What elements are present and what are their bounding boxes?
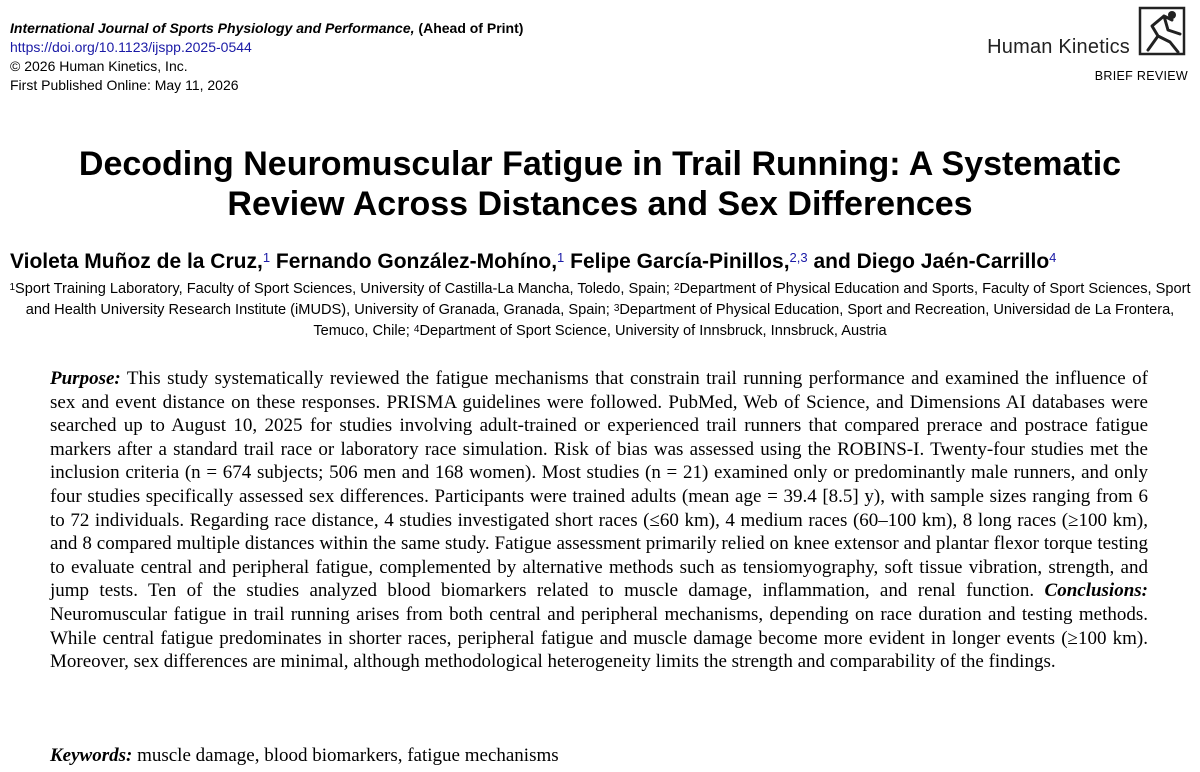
doi-link[interactable]: https://doi.org/10.1123/ijspp.2025-0544 bbox=[10, 39, 252, 55]
author-affil-ref[interactable]: 1 bbox=[262, 250, 271, 265]
author-name: Fernando González-Mohíno, bbox=[275, 250, 558, 273]
publisher-name: Human Kinetics bbox=[987, 36, 1130, 58]
affiliation-text: Department of Sport Science, University of Innsbruck, Innsbruck, Austria bbox=[419, 323, 887, 339]
author-name: Violeta Muñoz de la Cruz, bbox=[10, 250, 263, 273]
article-title bbox=[0, 144, 1200, 224]
conclusions-label: Conclusions: bbox=[1044, 580, 1148, 602]
title-line-2: Review Across Distances and Sex Differences bbox=[227, 185, 973, 223]
human-kinetics-logo-icon bbox=[1138, 6, 1188, 62]
conclusions-text: Neuromuscular fatigue in trail running arises from both central and peripheral mechanisms, depending on race duration and testing methods. While central fatigue predominates in shorter races, peripheral fatigue and muscle damage become more evident in longer events (≥100 km). Moreover, sex differences are minimal, although methodological heterogeneity limits the strength and comparability of the findings. bbox=[50, 603, 1148, 673]
affiliation-text: Department of Physical Education and Sports, Faculty of Sport Sciences, Sport and Health University Research Institute (iMUDS), University of Granada, Granada, Spain; bbox=[25, 281, 1191, 318]
title-line-1: Decoding Neuromuscular Fatigue in Trail Running: A Systematic bbox=[78, 145, 1122, 183]
author-name: and Diego Jaén-Carrillo bbox=[813, 250, 1050, 273]
affil-number: 3 bbox=[613, 303, 620, 314]
author-name: Felipe García-Pinillos, bbox=[570, 250, 790, 273]
article-metadata bbox=[10, 19, 523, 95]
journal-name: International Journal of Sports Physiology and Performance, bbox=[10, 20, 415, 36]
author-list bbox=[10, 249, 1195, 275]
purpose-text: This study systematically reviewed the fatigue mechanisms that constrain trail running performance and examined the influence of sex and event distance on these responses. PRISMA guidelines were followed. PubMed, Web of Science, and Dimensions AI databases were searched up to August 10, 2025 for studies involving adult-trained or experienced trail runners that compared prerace and postrace fatigue markers after a standard trail race or laboratory race simulation. Risk of bias was assessed using the ROBINS-I. Twenty-four studies met the inclusion criteria (n = 674 subjects; 506 men and 168 women). Most studies (n = 21) examined only or predominantly male runners, and only four studies specifically assessed sex differences. Participants were trained adults (mean age = 39.4 [8.5] y), with sample sizes ranging from 6 to 72 individuals. Regarding race distance, 4 studies investigated short races (≤60 km), 4 medium races (60–100 km), 8 long races (≥100 km), and 8 compared multiple distances within the same study. Fatigue assessment primarily relied on knee extensor and plantar flexor torque testing to evaluate central and peripheral fatigue, complemented by alternative methods such as tensiomyography, soft tissue vibration, strength, and jump tests. Ten of the studies analyzed blood biomarkers related to muscle damage, inflammation, and renal function. bbox=[50, 368, 1148, 602]
affil-number: 1 bbox=[9, 282, 15, 293]
purpose-label: Purpose: bbox=[50, 368, 121, 389]
affiliation-text: Sport Training Laboratory, Faculty of Sport Sciences, University of Castilla-La Mancha, Toledo, Spain; bbox=[15, 281, 674, 297]
author-affil-ref[interactable]: 2,3 bbox=[789, 250, 808, 265]
affil-number: 2 bbox=[673, 282, 680, 293]
article-type-label: BRIEF REVIEW bbox=[1094, 69, 1188, 83]
affiliation-text: Department of Physical Education, Sport and Recreation, Universidad de La Frontera, Temuco, Chile; bbox=[313, 302, 1175, 339]
keywords bbox=[50, 744, 559, 767]
affil-number: 4 bbox=[413, 324, 420, 335]
abstract bbox=[50, 367, 1148, 674]
author-affil-ref[interactable]: 4 bbox=[1049, 250, 1057, 265]
author-affil-ref[interactable]: 1 bbox=[557, 250, 565, 265]
keywords-label: Keywords: bbox=[50, 745, 133, 766]
affiliations bbox=[0, 279, 1200, 342]
publisher-brand bbox=[968, 6, 1188, 86]
journal-status: (Ahead of Print) bbox=[418, 20, 524, 36]
published-date: First Published Online: May 11, 2026 bbox=[10, 77, 239, 93]
keywords-text: muscle damage, blood biomarkers, fatigue mechanisms bbox=[132, 745, 559, 766]
copyright-line: © 2026 Human Kinetics, Inc. bbox=[10, 58, 188, 74]
journal-line bbox=[10, 19, 523, 38]
